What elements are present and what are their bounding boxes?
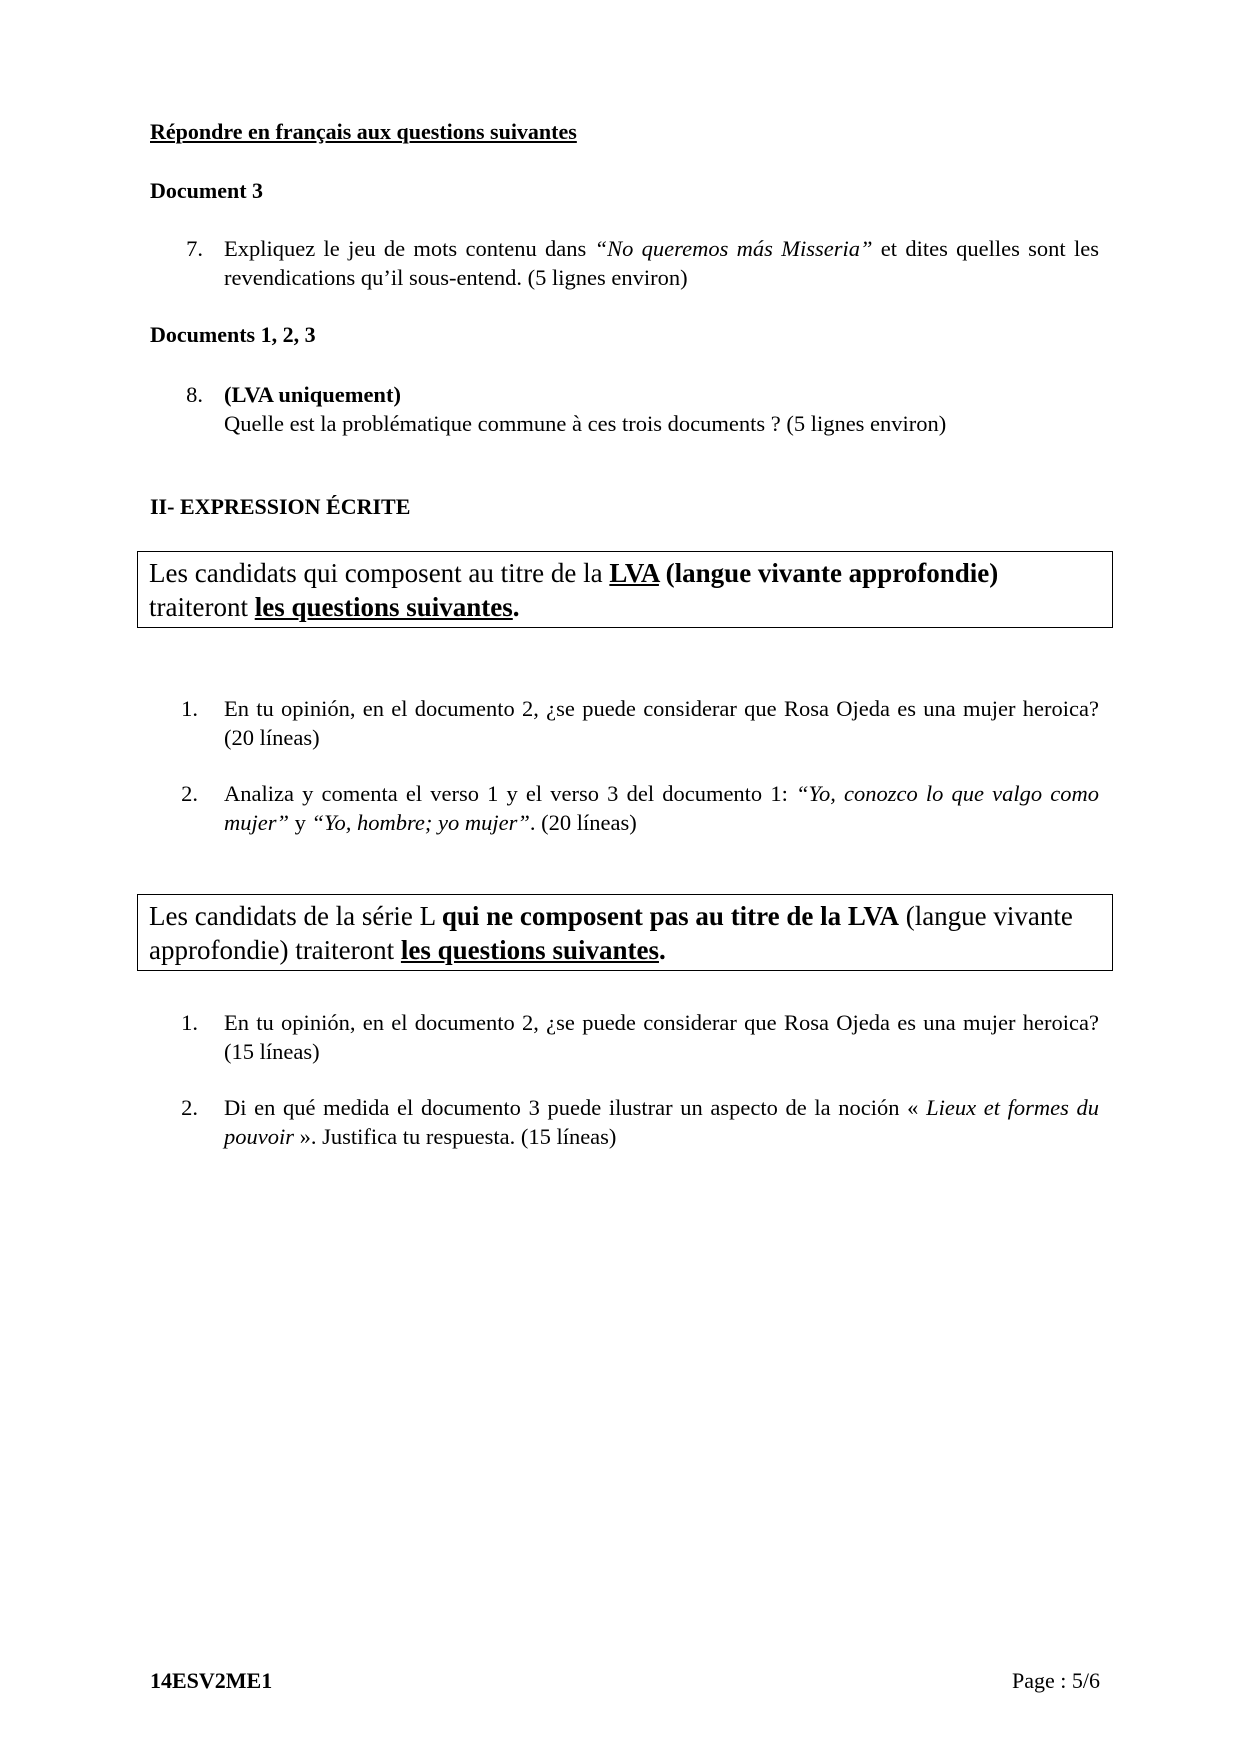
question-text: Di en qué medida el documento 3 puede ilustrar un aspecto de la noción « Lieux et formes du pouvoir ». Justifica tu respuesta. (15 líneas)	[224, 1095, 1099, 1149]
lva-instruction-box	[137, 551, 1113, 628]
question-number: 8.	[186, 382, 203, 407]
question-number: 2.	[181, 1095, 198, 1120]
lva-instruction-text: Les candidats qui composent au titre de la LVA (langue vivante approfondie) traiteront les questions suivantes.	[149, 558, 999, 622]
question-number: 2.	[181, 781, 198, 806]
question-text: Expliquez le jeu de mots contenu dans “No queremos más Misseria” et dites quelles sont les revendications qu’il sous-entend. (5 lignes environ)	[224, 236, 1099, 290]
question-text: En tu opinión, en el documento 2, ¿se puede considerar que Rosa Ojeda es una mujer heroica? (15 líneas)	[224, 1010, 1099, 1064]
doc3-heading: Document 3	[150, 178, 264, 203]
question-text: (LVA uniquement) Quelle est la problématique commune à ces trois documents ? (5 lignes environ)	[224, 382, 947, 436]
heading-french: Répondre en français aux questions suivantes	[150, 119, 577, 144]
section-2-heading: II- EXPRESSION ÉCRITE	[150, 494, 411, 519]
question-number: 1.	[181, 696, 198, 721]
question-number: 7.	[186, 236, 203, 261]
non-lva-instruction-box	[137, 894, 1113, 971]
non-lva-instruction-text: Les candidats de la série L qui ne composent pas au titre de la LVA (langue vivante approfondie) traiteront les questions suivantes.	[149, 901, 1073, 965]
question-text: Analiza y comenta el verso 1 y el verso 3 del documento 1: “Yo, conozco lo que valgo como mujer” y “Yo, hombre; yo mujer”. (20 líneas)	[224, 781, 1099, 835]
footer-code: 14ESV2ME1	[150, 1668, 273, 1693]
footer-page-number: Page : 5/6	[1012, 1668, 1100, 1693]
question-number: 1.	[181, 1010, 198, 1035]
question-text: En tu opinión, en el documento 2, ¿se puede considerar que Rosa Ojeda es una mujer heroica? (20 líneas)	[224, 696, 1099, 750]
docs123-heading: Documents 1, 2, 3	[150, 322, 316, 347]
